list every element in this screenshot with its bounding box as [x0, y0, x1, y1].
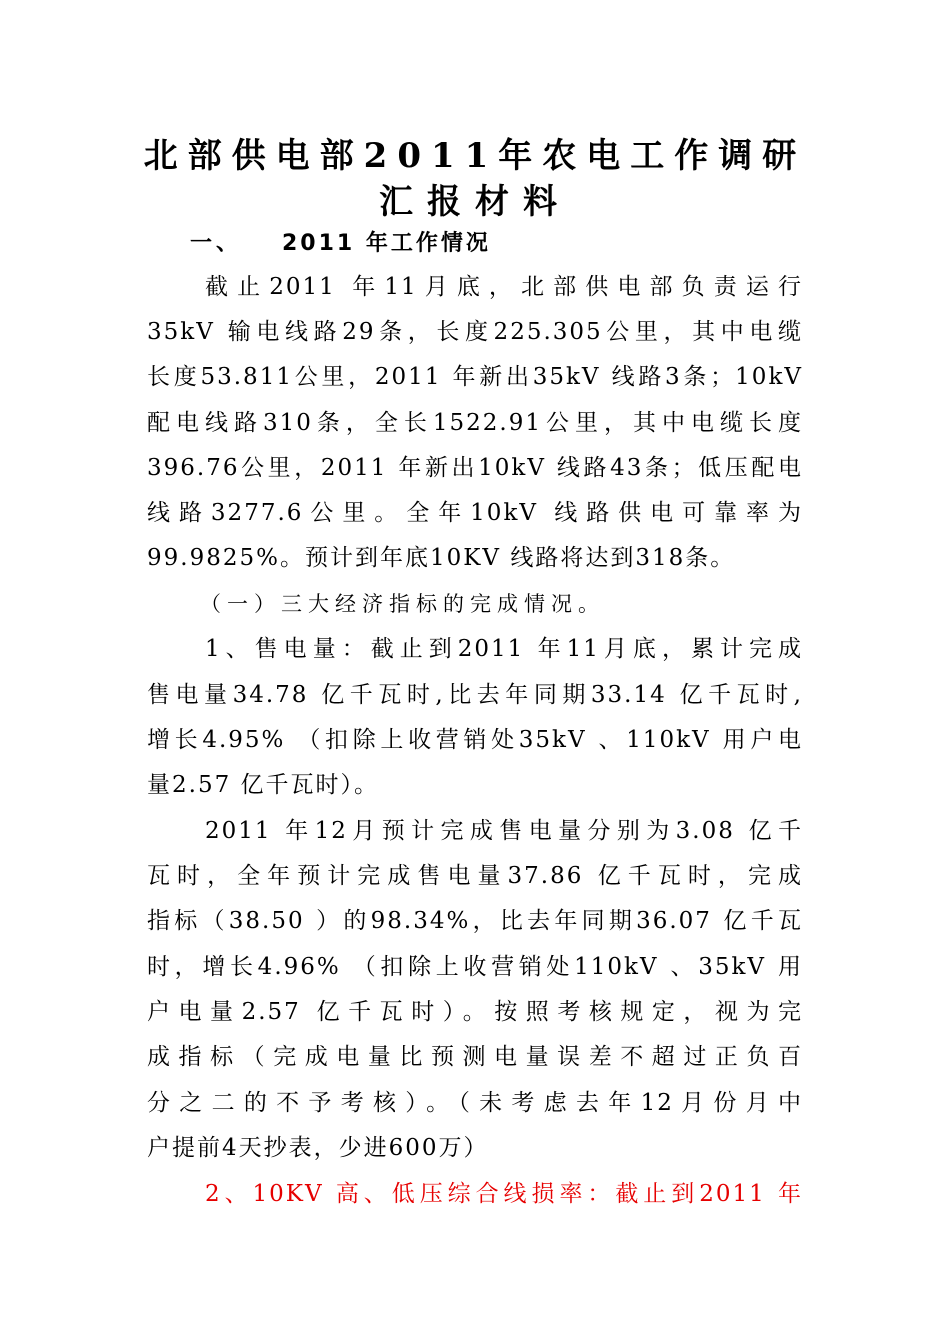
section-title: 2011 年工作情况	[282, 231, 491, 256]
body-line: 线路3277.6公里。全年10kV 线路供电可靠率为	[147, 500, 803, 526]
body-line: 量2.57 亿千瓦时）。	[147, 772, 380, 798]
body-line: 售电量34.78 亿千瓦时,比去年同期33.14 亿千瓦时,	[147, 682, 803, 708]
body-line: 配电线路310条，全长1522.91公里，其中电缆长度	[147, 410, 803, 436]
body-line: 分之二的不予考核）。（未考虑去年12月份月中	[147, 1090, 803, 1116]
highlighted-line: 2、10KV 高、低压综合线损率：截止到2011 年	[205, 1181, 803, 1207]
body-line: 瓦时，全年预计完成售电量37.86 亿千瓦时，完成	[147, 863, 803, 889]
body-line: 成指标（完成电量比预测电量误差不超过正负百	[147, 1044, 803, 1070]
body-line: 截止2011 年11月底，北部供电部负责运行	[205, 274, 803, 300]
document-title-line1: 北部供电部2011年农电工作调研	[143, 136, 807, 176]
body-line: 时，增长4.96% （扣除上收营销处110kV 、35kV 用	[147, 954, 803, 980]
section-number: 一、	[190, 231, 243, 256]
body-line: 户电量2.57 亿千瓦时）。按照考核规定，视为完	[147, 999, 803, 1025]
subsection-heading: （一）三大经济指标的完成情况。	[200, 592, 605, 616]
body-line: 1、售电量：截止到2011 年11月底，累计完成	[205, 636, 803, 662]
section-heading	[190, 226, 491, 257]
document-title-line2: 汇报材料	[379, 182, 571, 222]
body-line: 2011 年12月预计完成售电量分别为3.08 亿千	[205, 818, 803, 844]
body-line: 长度53.811公里，2011 年新出35kV 线路3条；10kV	[147, 364, 803, 390]
body-line: 指标（38.50 ）的98.34%，比去年同期36.07 亿千瓦	[147, 908, 803, 934]
body-line: 99.9825%。预计到年底10KV 线路将达到318条。	[147, 545, 736, 571]
body-line: 35kV 输电线路29条，长度225.305公里，其中电缆	[147, 319, 803, 345]
body-line: 增长4.95% （扣除上收营销处35kV 、110kV 用户电	[147, 727, 803, 753]
body-line: 户提前4天抄表，少进600万）	[147, 1135, 489, 1161]
body-line: 396.76公里，2011 年新出10kV 线路43条；低压配电	[147, 455, 803, 481]
